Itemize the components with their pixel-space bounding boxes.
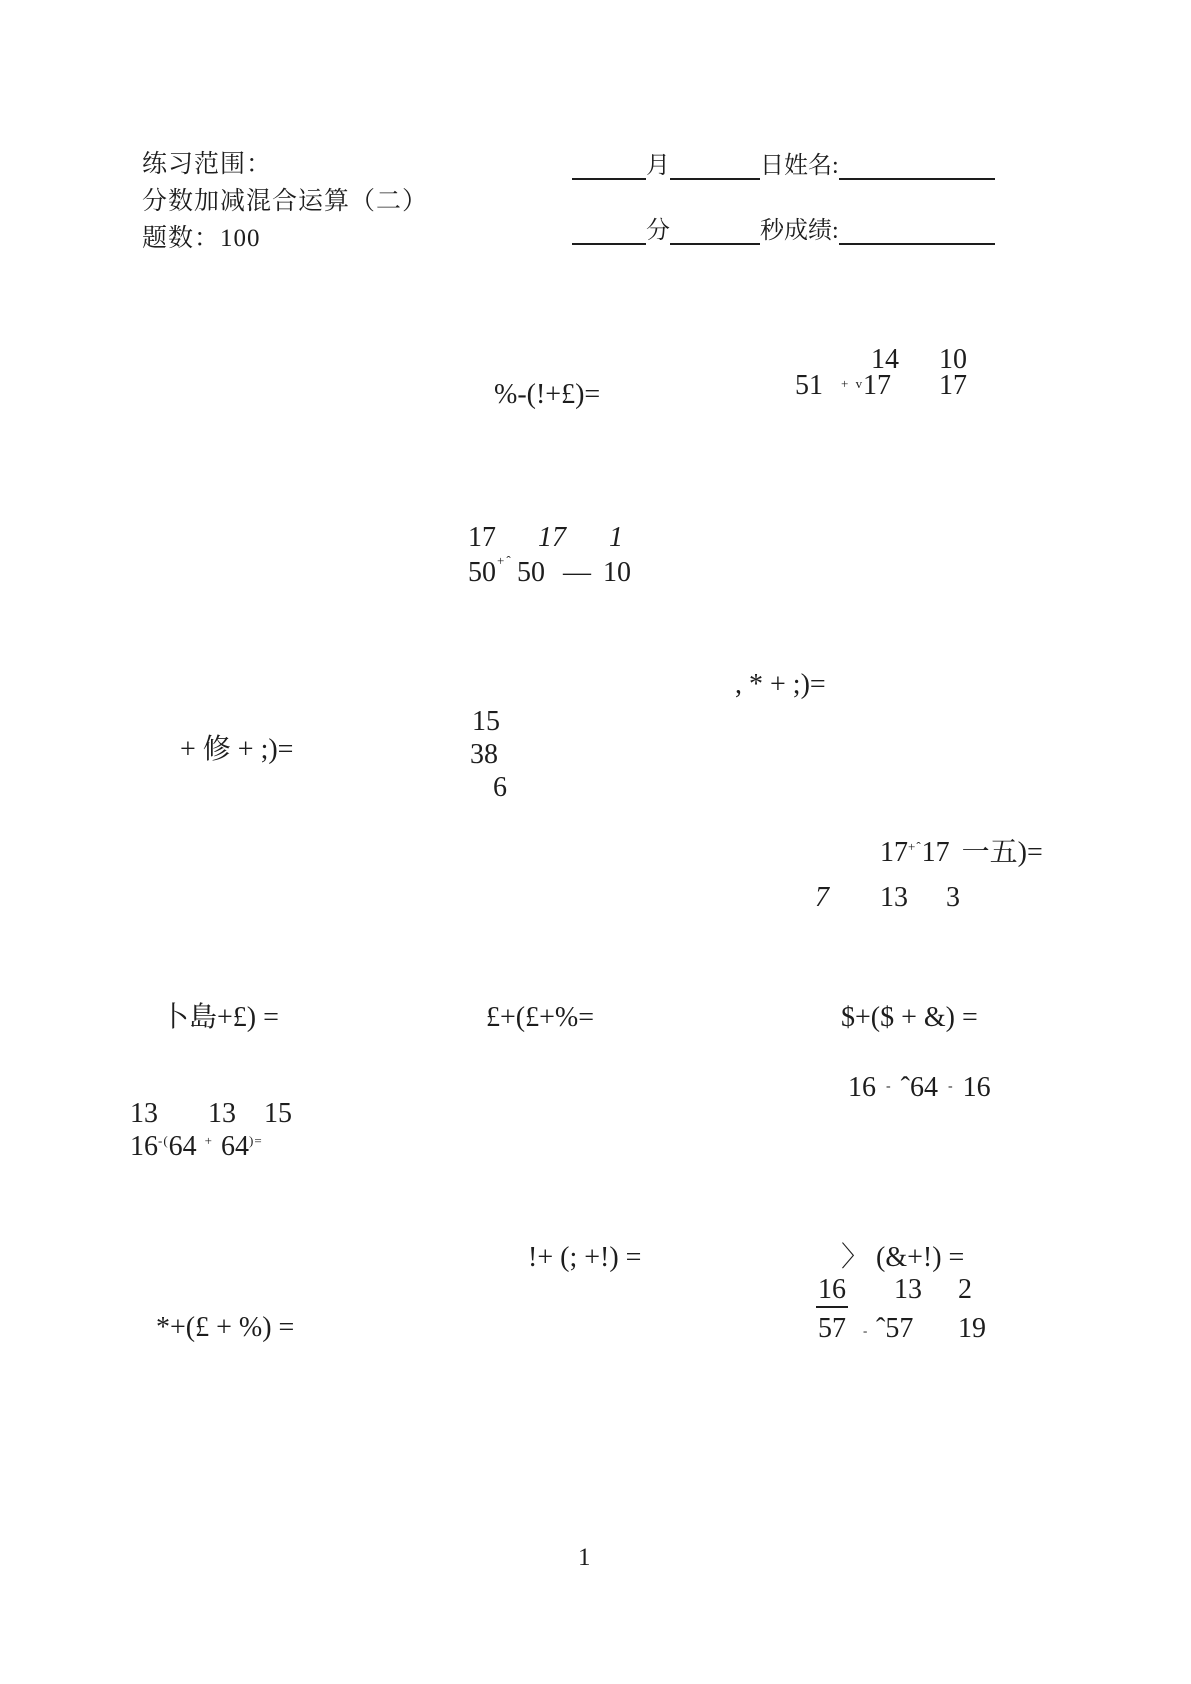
p02-base-number: 51 — [795, 370, 823, 401]
p03-dash: — — [563, 557, 591, 588]
name-blank-line — [839, 150, 995, 180]
problem-05 — [152, 708, 293, 792]
p12-dash-1: - — [886, 1079, 891, 1094]
header-left-block — [142, 146, 428, 257]
p07-base-number: 17 — [880, 837, 908, 868]
page-number: 1 — [578, 1544, 591, 1571]
p13-denominator-2: 64 — [168, 1131, 197, 1162]
problem-05-text: + 修 + ;)= — [180, 734, 294, 765]
p13-top-numerator-1: 13 — [130, 1098, 158, 1129]
p13-sup-open: -( — [158, 1133, 169, 1148]
p13-denominator-1: 16 — [130, 1131, 158, 1162]
p17-denominator: 57 — [818, 1313, 846, 1344]
problem-17 — [816, 1276, 1006, 1352]
problem-14-text: !+ (; +!) = — [528, 1242, 642, 1273]
problem-16 — [128, 1286, 294, 1370]
p17-top-number-3: 2 — [958, 1274, 972, 1305]
score-blank-line — [839, 215, 995, 245]
problem-14 — [500, 1216, 641, 1300]
p17-top-number-2: 13 — [894, 1274, 922, 1305]
problem-04-text: , * + ;)= — [735, 669, 826, 700]
problem-01-text: %-(!+£)= — [494, 379, 601, 410]
p13-sup-plus: + — [204, 1133, 214, 1148]
problem-16-text: *+(£ + %) = — [156, 1312, 295, 1343]
header-date-name-row — [572, 146, 995, 180]
worksheet-topic: 分数加减混合运算（二） — [142, 188, 429, 215]
p08-number-3: 3 — [946, 882, 960, 913]
p03-top-numerator-3: 1 — [609, 522, 623, 553]
p12-number-3: 16 — [962, 1072, 991, 1103]
problem-01 — [466, 353, 600, 437]
p13-bottom-line — [130, 1133, 263, 1161]
problem-13 — [130, 1100, 350, 1170]
p17-numerator: 16 — [816, 1276, 848, 1308]
p07-tail-text: 一五)= — [961, 837, 1043, 868]
minute-label: 分 — [646, 218, 670, 244]
day-name-label: 日姓名: — [760, 153, 839, 179]
p03-sup-operator: +ˆ — [497, 553, 513, 568]
p08-number-2: 13 — [880, 882, 908, 913]
p12-number-2: ˆ64 — [900, 1072, 938, 1103]
p08-number-1: 7 — [815, 882, 829, 913]
p13-sup-close: )= — [249, 1133, 263, 1148]
problem-02 — [795, 346, 995, 402]
problem-04 — [707, 643, 826, 727]
p02-top-right-numerator: 10 — [939, 344, 967, 375]
month-label: 月 — [646, 153, 670, 179]
minute-blank-line — [572, 215, 646, 245]
p02-bottom-right-denominator: 17 — [939, 370, 967, 401]
p17-dash: - — [863, 1323, 870, 1338]
p13-denominator-3: 64 — [221, 1131, 250, 1162]
p17-bottom-number-3: 19 — [958, 1313, 986, 1344]
p02-sup-numerator: 14 — [871, 344, 899, 375]
day-blank-line — [670, 150, 760, 180]
p06-number-3: 6 — [493, 772, 507, 803]
p13-top-numerator-2: 13 — [208, 1098, 236, 1129]
p02-mid-number: 17 — [863, 370, 891, 401]
p17-bottom-number-2: ˆ57 — [876, 1313, 914, 1344]
header-score-row — [572, 211, 995, 245]
problem-11-text: $+($ + &) = — [841, 1002, 978, 1033]
p12-dash-2: - — [948, 1079, 953, 1094]
question-count: 题数：100 — [142, 225, 261, 252]
month-blank-line — [572, 150, 646, 180]
problem-10-text: £+(£+%= — [486, 1002, 595, 1033]
problem-09-text: 卜島+£) = — [161, 1002, 279, 1033]
problem-10 — [458, 976, 594, 1060]
problem-09 — [133, 976, 279, 1060]
problem-03 — [468, 524, 678, 594]
p07-sup-operator: +ˆ — [908, 839, 922, 854]
p12-number-1: 16 — [848, 1072, 876, 1103]
problem-08 — [815, 884, 985, 916]
p03-denominator-2: 50 — [517, 557, 545, 588]
problem-12 — [820, 1046, 991, 1130]
problem-06 — [470, 708, 530, 804]
p02-operator-marks: + v — [841, 376, 865, 391]
p03-top-numerator-2: 17 — [538, 522, 566, 553]
p06-number-2: 38 — [470, 739, 498, 770]
problem-15-text: 〉 (&+!) = — [841, 1242, 965, 1273]
p03-denominator-3: 10 — [603, 557, 631, 588]
p06-number-1: 15 — [472, 706, 500, 737]
second-blank-line — [670, 215, 760, 245]
practice-range-label: 练习范围： — [142, 151, 273, 178]
p13-top-numerator-3: 15 — [264, 1098, 292, 1129]
p03-top-numerator-1: 17 — [468, 522, 496, 553]
second-score-label: 秒成绩: — [760, 218, 839, 244]
p03-denominator-1: 50 — [468, 557, 496, 588]
p07-mid-number: 17 — [921, 837, 950, 868]
